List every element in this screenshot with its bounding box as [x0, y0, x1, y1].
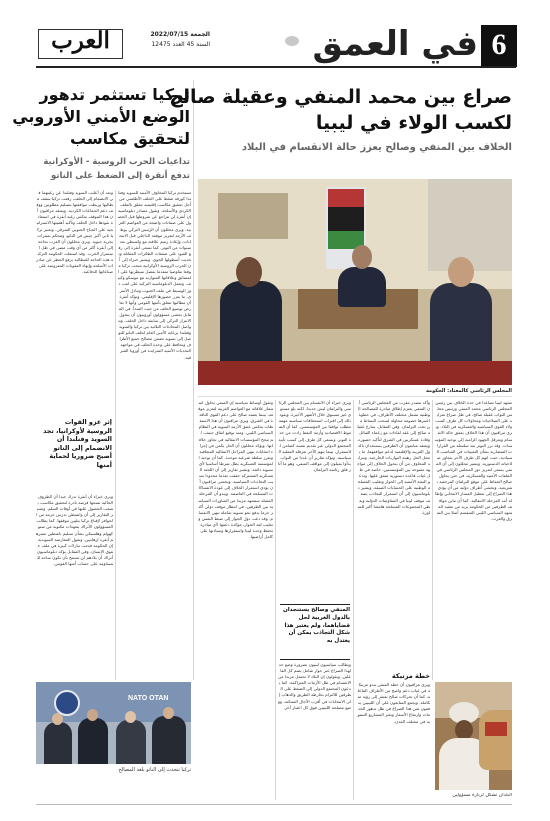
header-rule [36, 66, 516, 68]
sidebar-title-line2: الوضع الأمني الأوروبي [12, 107, 190, 126]
main-pull-quote: المنفي وصالح يستنجدان بالدول الغربية لحل قضاياهما، ولم يعتبر هذا شكل التجاذب يمكن أن يعتدل به [282, 607, 350, 645]
sidebar-photo [36, 682, 191, 764]
main-photo-caption: المجلس الرئاسي كالمعتاد: الحكومة [426, 388, 512, 394]
sidebar-photo-caption: تركيا تتحدث إلى الناتو بلغة المصالح [118, 767, 191, 773]
main-rule-3 [275, 400, 276, 800]
brand-logo-box [38, 29, 123, 59]
person-face [455, 720, 473, 740]
issue-number: السنة 45 العدد 12475 [151, 41, 210, 48]
main-rule-1 [432, 400, 433, 680]
bottom-photo-caption: البلدان تشكل لزيارة مسؤولين [452, 793, 512, 798]
sidebar-subtitle-line2: تدفع أنقرة إلى الضغط على الناتو [50, 171, 190, 181]
person-figure-4 [152, 716, 186, 764]
sidebar-subtitle-line1: تداعيات الحرب الروسية - الأوكرانية [43, 157, 190, 167]
person-left-suit [220, 281, 282, 373]
person-center-suit [338, 267, 386, 307]
main-body-col-3: ويرى خبراء أن الانقسام بين المجلس الرئاسي والبرلمان ليس جديدا، لكنه بلغ مستوى غير مسبوق خلال الأشهر الأخيرة. ويعود ذلك إلى اقتراب استحقاقات سياسية مهمة تتطلب توافقا بين المؤسستين. كما أن الضغوط الاقتصادية وأزمة النفط زادت من حدة التوتر. ويسعى كل طرف إلى كسب تأييد المجتمع الدولي عبر تقديم نفسه كضامن للاستقرار، بينما يتهم الآخر بعرقلة العملية السياسية. وتؤكد تقارير أن عددا من النواب بدأوا يميلون إلى مواقف المنفي، وهو ما أثار قلق رئاسة البرلمان. [278, 400, 351, 473]
person-right-head [448, 257, 474, 287]
person-head-1 [52, 713, 63, 725]
main-photo [198, 179, 512, 385]
page-header [0, 0, 550, 68]
main-rule-2 [353, 400, 354, 800]
person-head-2 [87, 709, 98, 721]
sidebar-rule [193, 80, 194, 680]
person-figure-1 [44, 722, 72, 764]
section-bubble-icon [285, 36, 299, 46]
person-right-suit [430, 283, 492, 373]
sidebar-body-col-left-bottom: ويرى خبراء أن أنقرة تدرك جيدا أن الظروف الحالية تمنحها فرصة نادرة لتحقيق مكاسب يصعب الحصول عليها في أوقات السلم. وتشير التقارير إلى أن واشنطن تدرس حزمة من الحوافز لإقناع تركيا بتليين موقفها. كما يطالب المسؤولون الأتراك بتعهدات مكتوبة من ستوكهولم وهلسنكي بشأن تسليم ناشطين تعتبرهم أنقرة إرهابيين. وتقول المعارضة السويدية إن الحكومة قدمت تنازلات كبيرة في ملف حقوق الإنسان. وفي المقابل يؤكد دبلوماسيون أتراك أن بلادهم لن تسمح بأن تكون ساحة للمساومة على حساب أمنها القومي. [36, 494, 113, 567]
person-figure-2 [78, 718, 108, 764]
sidebar-subtitle [36, 155, 190, 183]
main-title-line2: لكسب الولاء في ليبيا [315, 112, 512, 134]
sidebar-body-col-right: تستخدم تركيا المخاوف الأمنية للسويد وفنلندا كورقة ضغط على الحلف الأطلسي من أجل تحقيق مكاسب إقليمية تتعلق بالملف الكردي والأسلحة. وتقول مصادر دبلوماسية إن أنقرة لن تتراجع عن شروطها قبل الحصول على ضمانات واضحة من العواصم الغربية. ويرى محللون أن الرئيس التركي يوظف الأزمة لتعزيز موقعه الداخلي قبل الانتخابات، وإعادة رسم علاقته مع واشنطن بعد سنوات من التوتر. كما تسعى أنقرة إلى رفع القيود على صفقات الطائرات المقاتلة وتحديث أسطولها الجوي. ويشير خبراء إلى أن الحرب الروسية الأوكرانية منحت تركيا موقعا تفاوضيا متقدما بفضل سيطرتها على المضائق وعلاقاتها المتوازنة مع موسكو وكييف. وتعمل الدبلوماسية التركية على لعب دور الوسيط في ملف الحبوب وتبادل الأسرى، ما يعزز حضورها الإقليمي. وتؤكد أنقرة أن مطالبها تتعلق بأمنها القومي وأنها لا تعارض توسيع الحلف من حيث المبدأ. في المقابل يخشى مسؤولون أوروبيون أن يتحول الابتزاز التركي إلى سابقة داخل الحلف. وتتواصل المحادثات الثلاثية بين تركيا والسويد وفنلندا برعاية الأمين العام لحلف الناتو للتوصل إلى تسوية تضمن مصالح جميع الأطراف وتحافظ على وحدة الحلف في مواجهة التحديات الأمنية المتزايدة في أوروبا الشرقية. [118, 190, 191, 360]
main-body-col-2b: ويرى مراقبون أن خطة المنفي تبدو مرتبكة في غياب دعم واضح من الأطراف الفاعلة، كما أن تحركات صالح تفتقر إلى رؤية متكاملة. ويجمع المتابعون على أن الليبيين يدفعون ثمن هذا الصراع في ظل تدهور الخدمات وارتفاع الأسعار وتعثر المشاريع التنموية في مختلف المدن. [357, 682, 430, 724]
person-figure-3 [116, 720, 146, 764]
person-head-3 [125, 711, 136, 723]
brand-logo: العرب [51, 27, 110, 54]
sidebar-inner-rule [115, 190, 116, 680]
caption-rule [198, 396, 512, 397]
main-body-col-2: وأكد مصدر مقرب من المجلس الرئاسي أن المنفي يعتزم إطلاق مبادرة للمصالحة الوطنية تشمل مختلف الأطراف، في خطوة اعتبرها خصومه محاولة لسحب البساط من تحت البرلمان. وفي المقابل، سارع عقيلة صالح إلى عقد لقاءات مع زعماء القبائل وقادة عسكريين في الشرق لتأكيد حضوره. ويعتقد متابعون أن الطرفين يستنجدان بالدول الغربية والإقليمية لدعم مواقفهما، ما يجعل الحل رهينة التوازنات الخارجية. وتتزايد المخاوف من أن يتحول الخلاف إلى مواجهة مفتوحة بين المؤسستين، خاصة في ظل غياب قاعدة دستورية متفق عليها. وتدعو البعثة الأممية إلى الحوار وتغليب المصلحة الوطنية على الحسابات الضيقة. ويشير دبلوماسيون إلى أن استمرار التجاذب يضعف موقف ليبيا في المفاوضات الدولية ويعطي المجموعات المسلحة هامشا أكبر للمناورة. [357, 400, 430, 515]
person-head-4 [163, 707, 174, 719]
sidebar-body-col-left-top: وبعد أن أعلنت السويد وفنلندا عن رغبتهما في الانضمام إلى الحلف، رفعت تركيا سقف مطالبها وربطت موافقتها بتسليم مطلوبين ووقف دعم الجماعات الكردية. ويعتقد مراقبون أن هذا الموقف يعكس رغبة أنقرة في استعادة نفوذها داخل الحلف وتأكيد أهميتها الاستراتيجية على الجناح الجنوبي الشرقي. وتعتبر تركيا ثاني أكبر جيش في الناتو، وتتحكم بممرات بحرية حيوية. ويرى محللون أن الغرب بحاجة إلى أنقرة أكثر من أي وقت مضى في ظل استمرار الحرب. وقد استغلت الحكومة التركية هذه الحاجة للمطالبة برفع الحظر عن صادرات الأسلحة وإنهاء العقوبات المفروضة على صناعاتها الدفاعية. [36, 190, 113, 275]
main-subtitle: الخلاف بين المنفي وصالح يعزز حالة الانقسام في البلاد [241, 142, 512, 153]
wall-frames [218, 193, 288, 239]
main-crosshead: خطة مرتبكة [391, 672, 430, 680]
nato-sign: NATO OTAN [128, 695, 169, 702]
main-body-col-1: تشهد ليبيا تصاعدا في حدة الخلاف بين رئيس المجلس الرئاسي محمد المنفي ورئيس مجلس النواب عقيلة صالح، في ظل صراع متزايد على الصلاحيات ومحاولات كل طرف كسب ولاء القوى السياسية والعسكرية في البلاد. ويرى مراقبون أن هذا الخلاف يعمق حالة الانقسام ويعرقل الجهود الرامية إلى توحيد المؤسسات. وقد برز التوتر بعد سلسلة من القرارات المتضاربة بشأن التعيينات في المناصب السيادية، حيث اتهم كل طرف الآخر بتجاوز صلاحياته الدستورية. ويشير محللون إلى أن المنفي يسعى لتعزيز دور المجلس الرئاسي في الملفات الأمنية والعسكرية، في حين يحاول صالح الحفاظ على موقع البرلمان كمرجعية تشريعية. وتخشى أطراف دولية من أن يؤدي هذا الصراع إلى تعطيل المسار الانتخابي وإطالة أمد المرحلة الانتقالية. كما أن تباين مواقف الطرفين من الحكومة يزيد من تعقيد المشهد السياسي الليبي المنقسم أصلا بين الشرق والغرب. [435, 400, 512, 521]
page-number: 6 [491, 28, 507, 61]
page-number-box [481, 25, 517, 67]
flag-stripe-black [328, 207, 364, 231]
main-body-col-3b: ويطالب سياسيون ليبيون بضرورة وضع حد لهذا الصراع عبر حوار شامل يضم كل الفاعلين. ويقولون إن البلاد لا تحتمل مزيدا من الانقسام في ظل الأزمات المتراكمة. كما يدعون المجتمع الدولي إلى الضغط على الطرفين للالتزام بخارطة الطريق والذهاب إلى الانتخابات في أقرب الآجال الممكنة، ووضع مصلحة الليبيين فوق كل اعتبار آخر. [278, 662, 351, 710]
camel-ornament [485, 722, 507, 736]
person-left-head [236, 257, 262, 287]
sidebar-title-line3: لتحقيق مكاسب [70, 129, 190, 148]
section-title: في العمق [312, 24, 478, 64]
window-blind [428, 179, 512, 271]
sidebar-pull-quote: إثر غزو القوات الروسية لأوكرانيا، تجد السويد وفنلندا أن الانضمام إلى الناتو أصبح ضروريا لحماية أمنها [43, 418, 112, 469]
flag-stripe-red [328, 189, 364, 207]
main-headline [169, 84, 512, 136]
sidebar-title-line1: تركيا تستثمر تدهور [39, 85, 190, 104]
bottom-rule [36, 804, 512, 805]
main-title-line1: صراع بين محمد المنفي وعقيلة صالح [169, 86, 512, 108]
main-pull-quote-box [280, 604, 350, 660]
camel-shape [479, 710, 512, 770]
issue-date: الجمعة 2022/07/15 [150, 31, 210, 38]
floor-carpet [198, 361, 512, 385]
bottom-photo [435, 682, 512, 790]
main-body-col-4: وتقول أوساط سياسية إن المنفي يحاول استثمار علاقاته مع العواصم الغربية لتعزيز موقعه، بينما يعتمد صالح على دعم القوى النافذة في الشرق. ويرى مراقبون أن هذا الاستقطاب يعكس عمق الأزمة البنيوية في النظام السياسي الليبي. ومنذ توقيع اتفاق جنيف، لم تنجح المؤسسات الانتقالية في تجاوز خلافاتها. ويؤكد محللون أن الحل يكمن في إجراء انتخابات تنهي المراحل الانتقالية المتعاقبة وتفرز سلطة شرعية موحدة. كما أن توحيد المؤسسة العسكرية يظل شرطا أساسيا لأي تسوية دائمة. وتشير تقارير إلى أن اللجنة العسكرية المشتركة حققت تقدما محدودا بسبب التجاذبات السياسية. ويخشى مراقبون أن يؤدي استمرار الخلاف إلى عودة الاشتباكات المسلحة في العاصمة. ويبدو أن المرحلة المقبلة ستشهد مزيدا من المناورات السياسية بين الطرفين، في انتظار موقف دولي أكثر حزما يدفع نحو تسوية شاملة تنهي الانقسام. وقد دعت دول الجوار إلى ضبط النفس وتغليب لغة الحوار، مؤكدة دعمها لأي مبادرة تحفظ وحدة ليبيا واستقرارها وسيادتها على كامل أراضيها. [198, 400, 273, 540]
sidebar-headline [12, 84, 190, 150]
person-center-head [352, 245, 372, 269]
